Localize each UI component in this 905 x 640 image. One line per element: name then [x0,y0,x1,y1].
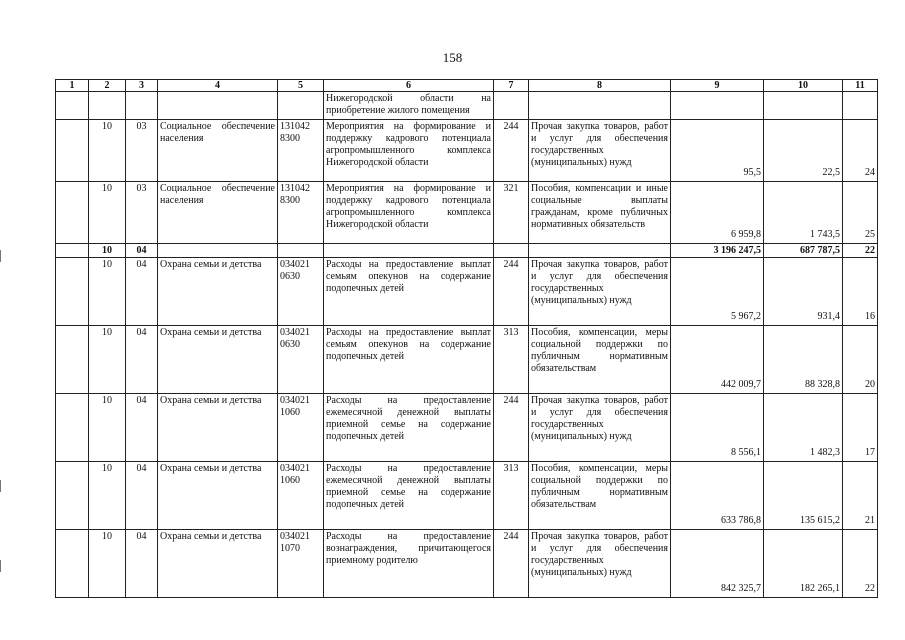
percent-cell: 20 [843,325,878,393]
table-row [56,461,878,529]
amount-plan-cell: 3 196 247,5 [671,243,764,257]
header-cell: 5 [278,80,324,92]
row-index-cell [56,92,89,120]
section-code-cell: 10 [89,393,126,461]
amount-actual-cell: 687 787,5 [764,243,843,257]
subsection-code-cell: 04 [126,325,158,393]
percent-cell [843,92,878,120]
expense-type-name-cell: Пособия, компенсации, меры социальной поддержки по публичным нормативным обязательствам [529,325,671,393]
subsection-name-cell: Охрана семьи и детства [158,257,278,325]
amount-actual-cell: 182 265,1 [764,529,843,597]
percent-cell: 17 [843,393,878,461]
subsection-name-cell: Охрана семьи и детства [158,529,278,597]
expense-type-code-cell: 321 [494,181,529,243]
expense-type-name-cell: Прочая закупка товаров, работ и услуг для обеспечения государственных (муниципальных) нужд [529,529,671,597]
header-cell: 3 [126,80,158,92]
table-row [56,181,878,243]
amount-actual-cell: 135 615,2 [764,461,843,529]
header-cell: 11 [843,80,878,92]
subsection-code-cell: 03 [126,181,158,243]
percent-cell: 22 [843,243,878,257]
row-index-cell [56,243,89,257]
amount-plan-cell: 8 556,1 [671,393,764,461]
section-code-cell: 10 [89,119,126,181]
section-code-cell: 10 [89,181,126,243]
section-code-cell: 10 [89,461,126,529]
subsection-name-cell: Охрана семьи и детства [158,461,278,529]
row-index-cell [56,325,89,393]
target-article-cell: 034021 1070 [278,529,324,597]
expense-description-cell: Расходы на предоставление вознаграждения, причитающегося приемному родителю [324,529,494,597]
amount-actual-cell: 931,4 [764,257,843,325]
subsection-code-cell: 04 [126,461,158,529]
expense-type-name-cell: Прочая закупка товаров, работ и услуг для обеспечения государственных (муниципальных) нужд [529,119,671,181]
subsection-name-cell [158,92,278,120]
target-article-cell: 034021 1060 [278,393,324,461]
expense-type-code-cell: 244 [494,257,529,325]
amount-actual-cell [764,92,843,120]
header-cell: 2 [89,80,126,92]
table-row [56,529,878,597]
amount-plan-cell: 6 959,8 [671,181,764,243]
scan-edge-mark [0,250,4,262]
header-cell: 7 [494,80,529,92]
expense-type-code-cell: 313 [494,461,529,529]
percent-cell: 24 [843,119,878,181]
header-cell: 1 [56,80,89,92]
expense-type-name-cell [529,243,671,257]
expense-type-code-cell: 244 [494,529,529,597]
expense-type-code-cell: 313 [494,325,529,393]
section-code-cell: 10 [89,243,126,257]
row-index-cell [56,181,89,243]
amount-plan-cell: 5 967,2 [671,257,764,325]
header-cell: 6 [324,80,494,92]
budget-table [55,79,878,598]
subsection-code-cell: 04 [126,243,158,257]
amount-actual-cell: 22,5 [764,119,843,181]
expense-type-name-cell: Пособия, компенсации и иные социальные выплаты гражданам, кроме публичных нормативных обязательств [529,181,671,243]
subsection-code-cell: 04 [126,393,158,461]
expense-type-code-cell [494,243,529,257]
percent-cell: 25 [843,181,878,243]
subsection-name-cell: Социальное обеспечение населения [158,181,278,243]
scan-edge-mark [0,560,4,572]
expense-type-name-cell: Прочая закупка товаров, работ и услуг для обеспечения государственных (муниципальных) нужд [529,257,671,325]
expense-description-cell: Нижегородской области на приобретение жилого помещения [324,92,494,120]
expense-type-code-cell: 244 [494,119,529,181]
section-code-cell: 10 [89,529,126,597]
expense-description-cell: Мероприятия на формирование и поддержку кадрового потенциала агропромышленного комплекса Нижегородской области [324,181,494,243]
subsection-code-cell: 04 [126,257,158,325]
expense-description-cell: Расходы на предоставление выплат семьям опекунов на содержание подопечных детей [324,257,494,325]
expense-description-cell: Расходы на предоставление ежемесячной денежной выплаты приемной семье на содержание подопечных детей [324,461,494,529]
subsection-code-cell: 03 [126,119,158,181]
percent-cell: 22 [843,529,878,597]
expense-type-code-cell [494,92,529,120]
target-article-cell: 034021 0630 [278,257,324,325]
section-code-cell [89,92,126,120]
expense-type-code-cell: 244 [494,393,529,461]
table-row [56,119,878,181]
subsection-code-cell: 04 [126,529,158,597]
expense-description-cell: Расходы на предоставление ежемесячной денежной выплаты приемной семье на содержание подопечных детей [324,393,494,461]
target-article-cell [278,243,324,257]
amount-actual-cell: 88 328,8 [764,325,843,393]
target-article-cell: 034021 0630 [278,325,324,393]
expense-type-name-cell: Прочая закупка товаров, работ и услуг для обеспечения государственных (муниципальных) нужд [529,393,671,461]
percent-cell: 21 [843,461,878,529]
target-article-cell: 131042 8300 [278,181,324,243]
table-total-row [56,243,878,257]
subsection-code-cell [126,92,158,120]
amount-plan-cell: 842 325,7 [671,529,764,597]
page-number: 158 [442,50,463,65]
row-index-cell [56,461,89,529]
header-cell: 10 [764,80,843,92]
subsection-name-cell: Охрана семьи и детства [158,325,278,393]
row-index-cell [56,257,89,325]
amount-actual-cell: 1 482,3 [764,393,843,461]
header-cell: 8 [529,80,671,92]
section-code-cell: 10 [89,257,126,325]
column-number-header [56,80,878,92]
expense-type-name-cell: Пособия, компенсации, меры социальной поддержки по публичным нормативным обязательствам [529,461,671,529]
header-cell: 9 [671,80,764,92]
amount-actual-cell: 1 743,5 [764,181,843,243]
expense-description-cell: Расходы на предоставление выплат семьям опекунов на содержание подопечных детей [324,325,494,393]
subsection-name-cell: Социальное обеспечение населения [158,119,278,181]
target-article-cell [278,92,324,120]
scan-edge-mark [0,480,4,492]
expense-description-cell: Мероприятия на формирование и поддержку кадрового потенциала агропромышленного комплекса Нижегородской области [324,119,494,181]
expense-type-name-cell [529,92,671,120]
section-code-cell: 10 [89,325,126,393]
percent-cell: 16 [843,257,878,325]
table-row [56,92,878,120]
amount-plan-cell: 95,5 [671,119,764,181]
target-article-cell: 131042 8300 [278,119,324,181]
subsection-name-cell [158,243,278,257]
table-row [56,393,878,461]
header-cell: 4 [158,80,278,92]
row-index-cell [56,529,89,597]
row-index-cell [56,119,89,181]
amount-plan-cell [671,92,764,120]
target-article-cell: 034021 1060 [278,461,324,529]
expense-description-cell [324,243,494,257]
amount-plan-cell: 633 786,8 [671,461,764,529]
table-row [56,325,878,393]
table-row [56,257,878,325]
row-index-cell [56,393,89,461]
amount-plan-cell: 442 009,7 [671,325,764,393]
subsection-name-cell: Охрана семьи и детства [158,393,278,461]
